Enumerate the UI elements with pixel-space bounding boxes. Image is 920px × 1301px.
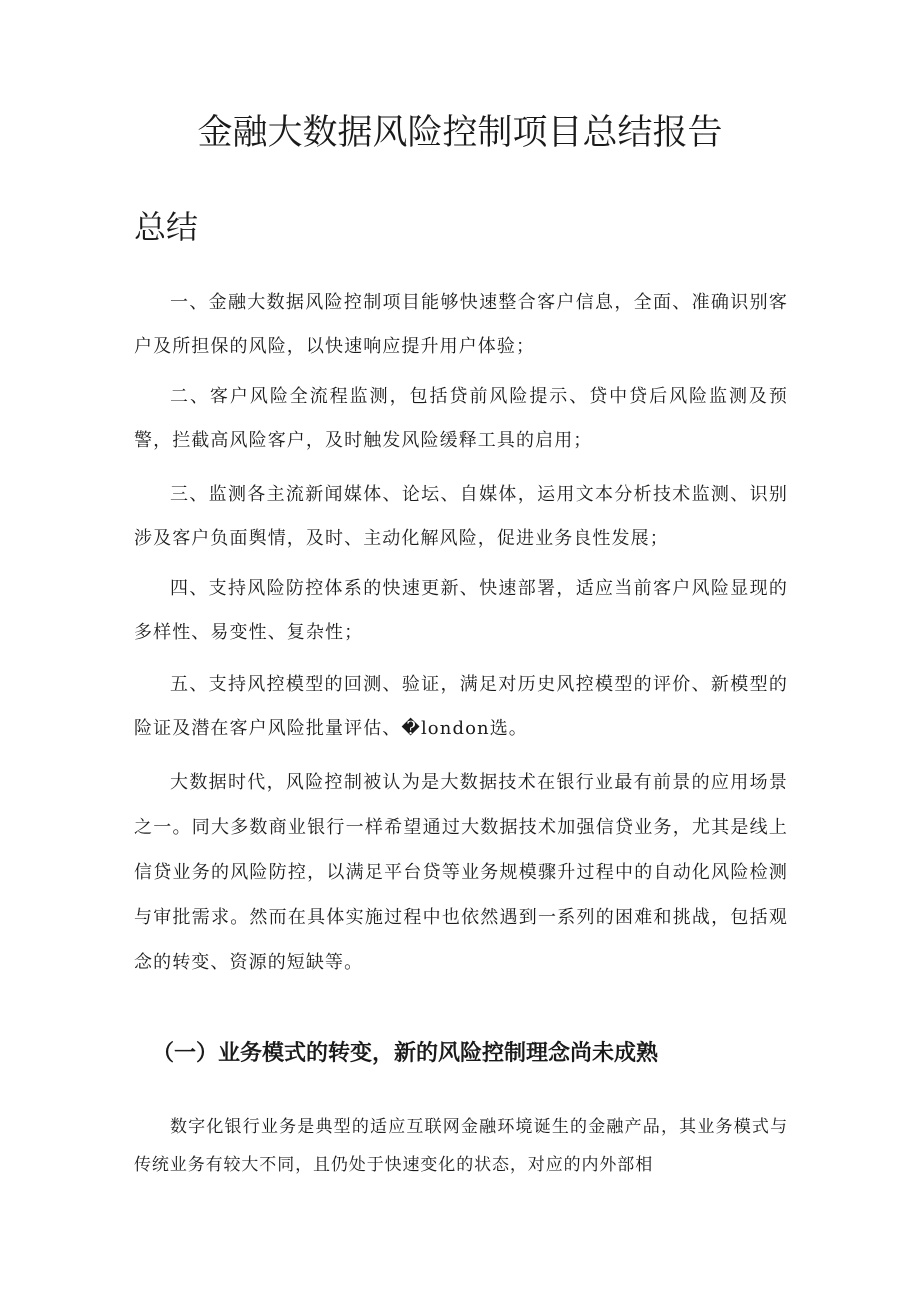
closing-paragraph: 数字化银行业务是典型的适应互联网金融环境诞生的金融产品，其业务模式与传统业务有较大不同，且仍处于快速变化的状态，对应的内外部相 bbox=[134, 1117, 788, 1175]
paragraph: 大数据时代，风险控制被认为是大数据技术在银行业最有前景的应用场景之一。同大多数商业银行一样希望通过大数据技术加强信贷业务，尤其是线上信贷业务的风险防控，以满足平台贷等业务规模骤升过程中的自动化风险检测与审批需求。然而在具体实施过程中也依然遇到一系列的困难和挑战，包括观念的转变、资源的短缺等。 bbox=[134, 772, 788, 973]
sub-heading: （一）业务模式的转变，新的风险控制理念尚未成熟 bbox=[152, 1041, 659, 1066]
document-title: 金融大数据风险控制项目总结报告 bbox=[197, 113, 723, 153]
paragraph: 一、金融大数据风险控制项目能够快速整合客户信息，全面、准确识别客户及所担保的风险，以快速响应提升用户体验； bbox=[134, 292, 788, 357]
paragraph: 五、支持风控模型的回测、验证，满足对历史风控模型的评价、新模型的险证及潜在客户风险批量评估、�london选。 bbox=[134, 674, 788, 739]
paragraph: 四、支持风险防控体系的快速更新、快速部署，适应当前客户风险显现的多样性、易变性、复杂性； bbox=[134, 578, 788, 643]
paragraph: 二、客户风险全流程监测，包括贷前风险提示、贷中贷后风险监测及预警，拦截高风险客户，及时触发风险缓释工具的启用； bbox=[134, 386, 788, 451]
paragraph: 三、监测各主流新闻媒体、论坛、自媒体，运用文本分析技术监测、识别涉及客户负面舆情，及时、主动化解风险，促进业务良性发展； bbox=[134, 484, 788, 549]
section-heading: 总结 bbox=[134, 208, 199, 246]
